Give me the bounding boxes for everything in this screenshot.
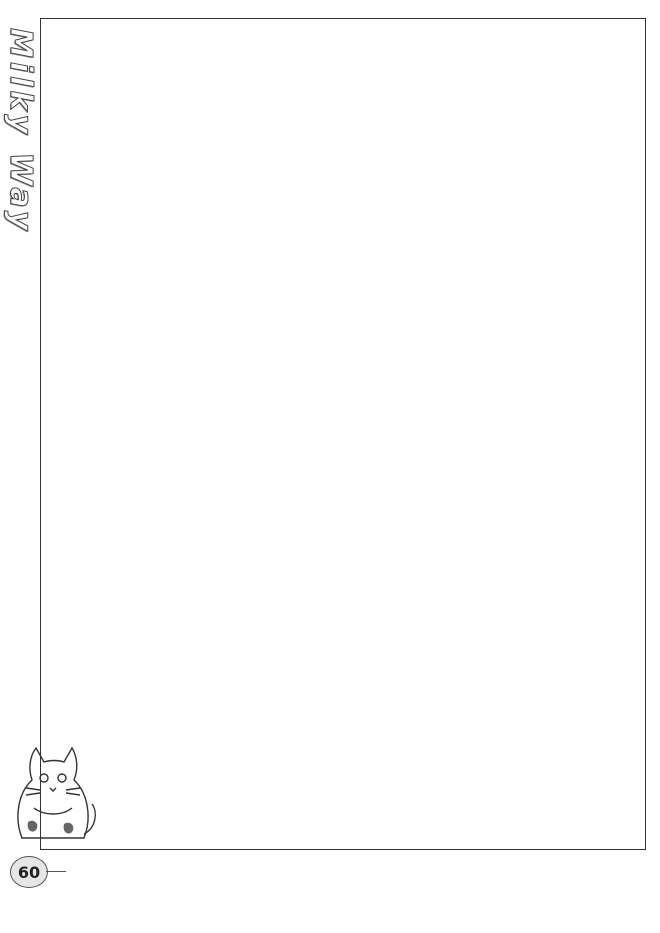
page-number-rule — [46, 871, 66, 872]
side-title: Milky Way — [3, 28, 38, 235]
article-body — [52, 30, 640, 840]
column-3 — [452, 30, 640, 840]
column-1 — [52, 30, 240, 840]
column-2 — [252, 30, 440, 840]
page-number: 60 — [10, 856, 48, 888]
cat-illustration-icon — [4, 738, 104, 848]
